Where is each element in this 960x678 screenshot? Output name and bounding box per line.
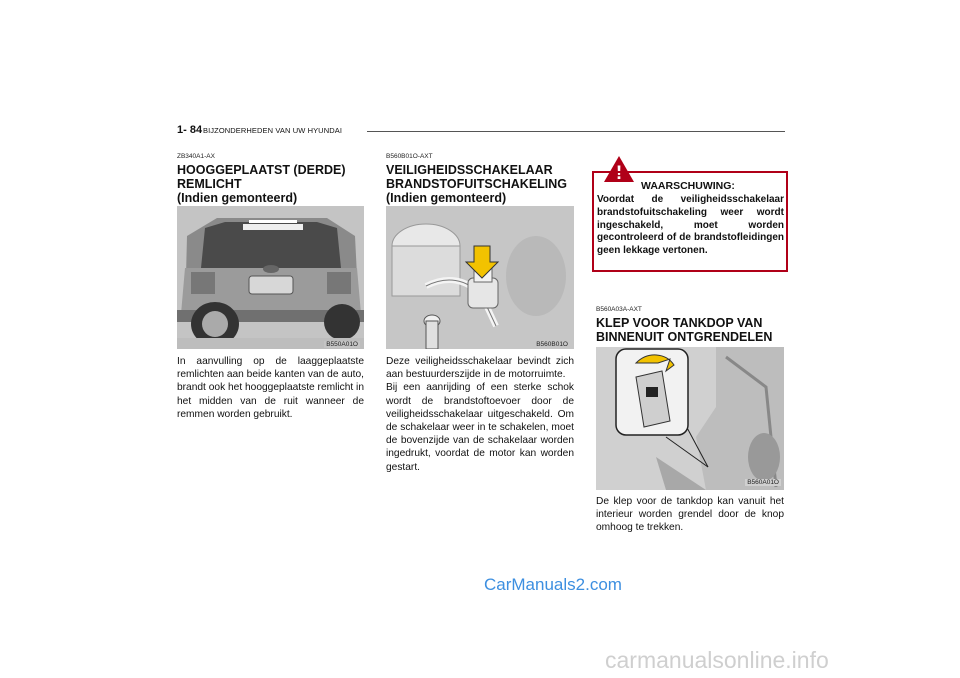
fuel-door-illustration [596,347,784,490]
warning-title: WAARSCHUWING: [641,180,735,192]
heading-line: (Indien gemonteerd) [177,191,298,205]
section-body: De klep voor de tankdop kan vanuit het interieur worden grendel door de knop omhoog te trekken. [596,496,784,534]
fuel-switch-icon [386,206,574,349]
fuel-door-release-icon [596,347,784,490]
heading-line: BRANDSTOFUITSCHAKELING [386,177,568,191]
heading-line: (Indien gemonteerd) [386,191,507,205]
body-paragraph: Bij een aanrijding of een sterke schok wordt de brandstoftoevoer door de veiligheidsschakelaar uitgeschakeld. Om de schakelaar weer in te schakelen, moet de bovenzijde van de schakelaar worden ingedrukt, voordat de motor kan worden gestart. [386,382,574,473]
header-divider [367,131,785,132]
section-code: B560B01O-AXT [386,153,433,160]
rear-car-illustration [177,206,364,349]
warning-box [592,171,788,272]
image-label: B560A01O [747,479,779,486]
page-number: 1- 84 [177,124,203,136]
section-code: B560A03A-AXT [596,306,642,313]
section-heading [596,316,788,344]
heading-line: KLEP VOOR TANKDOP VAN [596,316,763,330]
heading-line: HOOGGEPLAATST (DERDE) [177,163,346,177]
watermark-site: carmanualsonline.info [605,647,829,673]
section-heading [177,163,367,205]
warning-symbol: ! [615,163,623,183]
car-rear-icon [177,206,364,349]
engine-bay-illustration [386,206,574,349]
section-heading [386,163,581,205]
section-code: ZB340A1-AX [177,153,215,160]
body-paragraph: Deze veiligheidsschakelaar bevindt zich aan bestuurderszijde in de motorruimte. [386,356,574,381]
section-body: In aanvulling op de laaggeplaatste remlichten aan beide kanten van de auto, brandt ook het hooggeplaatste remlicht in het midden van de ruit wanneer de remmen worden gebruikt. [177,356,364,420]
section-title: BIJZONDERHEDEN VAN UW HYUNDAI [203,126,343,135]
watermark-link[interactable]: CarManuals2.com [484,575,622,594]
warning-text: Voordat de veiligheidsschakelaar brandstofuitschakeling weer wordt ingeschakeld, moet worden gecontroleerd of de brandstofleidingen geen lekkage vertonen. [597,194,784,257]
heading-line: BINNENUIT ONTGRENDELEN [596,330,773,344]
heading-line: VEILIGHEIDSSCHAKELAAR [386,163,553,177]
image-label: B560B01O [536,341,568,348]
image-label: B550A01O [326,341,358,348]
heading-line: REMLICHT [177,177,242,191]
section-body [386,355,574,474]
